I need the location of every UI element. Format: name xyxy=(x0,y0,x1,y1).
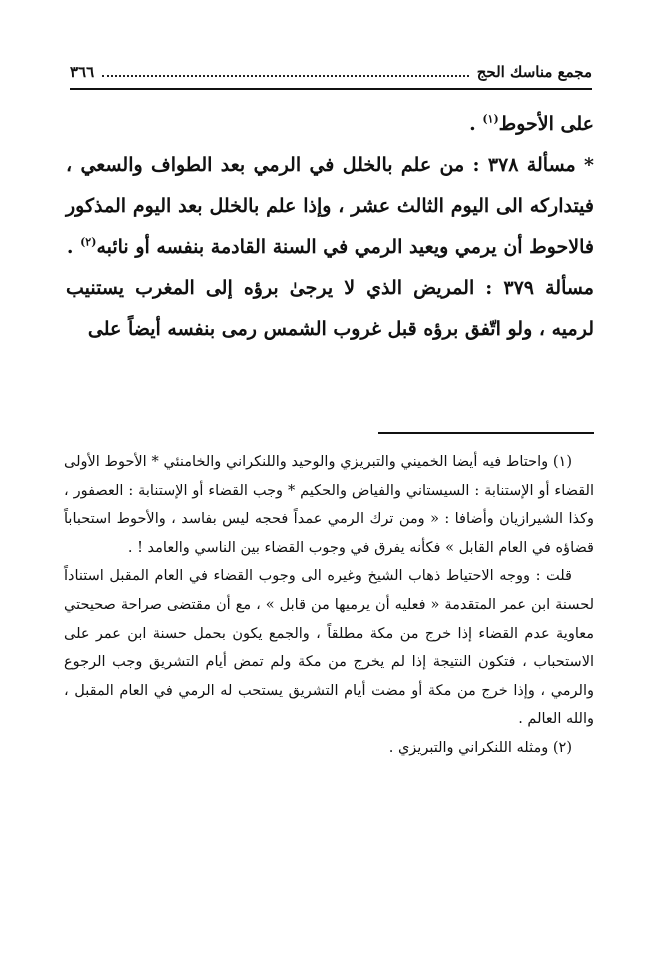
issue-379-label: مسألة ٣٧٩ : xyxy=(485,277,594,299)
continuation-line xyxy=(66,104,594,145)
footnote-2: (٢) ومثله اللنكراني والتبريزي . xyxy=(388,739,572,756)
book-title: مجمع مناسك الحج xyxy=(476,63,592,81)
continuation-text: على الأحوط xyxy=(498,113,594,135)
page-number: ٣٦٦ xyxy=(70,63,95,81)
footnote-ref-2: (٢) xyxy=(80,235,97,249)
issue-379-text: المريض الذي لا يرجىٰ برؤه إلى المغرب يستنيب لرميه ، ولو اتّفق برؤه قبل غروب الشمس رمى بنفسه أيضاً على xyxy=(66,277,594,340)
footnote-ref-1: (١) xyxy=(482,112,499,126)
footnotes xyxy=(64,448,594,763)
issue-378 xyxy=(66,145,594,268)
running-head xyxy=(70,58,592,86)
issue-378-end: . xyxy=(66,236,81,258)
issue-378-text: من علم بالخلل في الرمي بعد الطواف والسعي ، فيتداركه الى اليوم الثالث عشر ، وإذا علم بالخلل بعد اليوم المذكور فالاحوط أن يرمي ويعيد الرمي في السنة القادمة بنفسه أو نائبه xyxy=(66,154,594,258)
issue-378-label: * مسألة ٣٧٨ : xyxy=(472,154,594,176)
continuation-end: . xyxy=(469,113,483,135)
footnote-rule xyxy=(378,432,594,434)
main-text xyxy=(66,104,594,350)
footnote-1: (١) واحتاط فيه أيضا الخميني والتبريزي والوحيد واللنكراني والخامنئي * الأحوط الأولى القضاء أو الإستنابة : السيستاني والفياض والحكيم * وجب القضاء أو الإستنابة : العصفور ، وكذا الشيرازيان وأضافا : « ومن ترك الرمي عمداً فحجه ليس بفاسد ، والأحوط استحباباً قضاؤه في العام القابل » فكأنه يفرق في وجوب القضاء بين الناسي والعامد ! . xyxy=(64,454,594,556)
header-rule xyxy=(70,88,592,90)
issue-379 xyxy=(66,268,594,350)
dotted-leader xyxy=(102,67,469,77)
footnote-comment: قلت : ووجه الاحتياط ذهاب الشيخ وغيره الى وجوب القضاء في العام المقبل استناداً لحسنة ابن عمر المتقدمة « فعليه أن يرميها من قابل » ، مع أن مقتضى صراحة صحيحتي معاوية عدم القضاء إذا خرج من مكة مطلقاً ، والجمع يكون بحمل حسنة ابن عمر على الاستحباب ، فتكون النتيجة إذا لم يخرج من مكة ولم تمض أيام التشريق وجب الرجوع والرمي ، وإذا خرج من مكة أو مضت أيام التشريق يستحب له الرمي في العام المقبل ، والله العالم . xyxy=(64,568,594,728)
